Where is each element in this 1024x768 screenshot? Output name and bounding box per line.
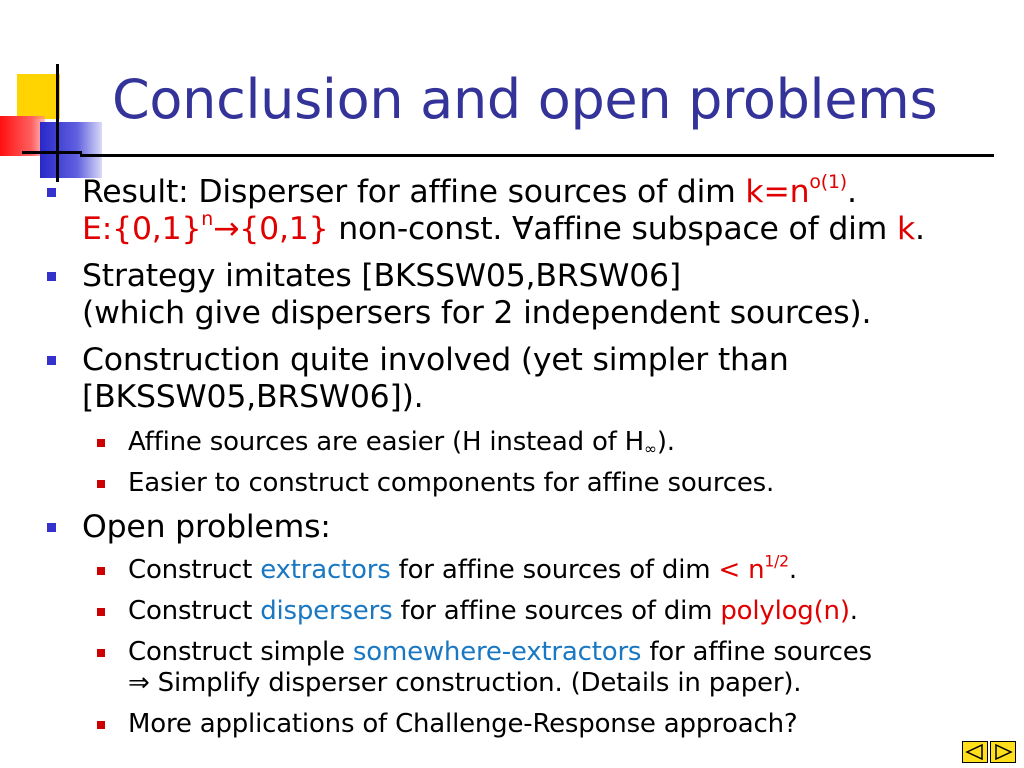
text-run: ). (656, 427, 675, 457)
sub-bullet-components (128, 468, 774, 499)
text-run: affine subspace of dim (533, 211, 897, 247)
slide-title: Conclusion and open problems (112, 68, 938, 131)
next-slide-button[interactable] (990, 741, 1016, 763)
bullet-construction-line2: [BKSSW05,BRSW06]). (82, 379, 424, 415)
yellow-square-decoration (17, 74, 60, 119)
bullet-square-icon (47, 188, 56, 197)
text-run-red: < n (718, 555, 765, 585)
title-divider (80, 154, 994, 157)
subscript: ∞ (644, 439, 657, 458)
triangle-left-icon (965, 744, 985, 760)
text-run: More applications of Challenge-Response approach? (128, 709, 798, 739)
sub-bullet-square-icon (97, 480, 105, 488)
logo-horizontal-line (22, 151, 82, 154)
text-run: Easier to construct components for affine sources. (128, 468, 775, 498)
text-run: . (846, 174, 857, 210)
superscript: n (201, 207, 214, 230)
bullet-result-line1 (82, 170, 925, 211)
bullet-construction-line1: Construction quite involved (yet simpler than (82, 342, 789, 378)
bullet-strategy (82, 258, 871, 332)
bullet-open-problems (82, 509, 331, 546)
bullet-open-problems-line1: Open problems: (82, 509, 331, 545)
sub-bullet-extractors (128, 552, 797, 586)
sub-bullet-somewhere-line2: ⇒ Simplify disperser construction. (Details in paper). (128, 668, 802, 698)
sub-bullet-square-icon (97, 567, 105, 575)
text-run: Construct (128, 555, 261, 585)
text-run-blue: extractors (260, 555, 391, 585)
sub-bullet-square-icon (97, 721, 105, 729)
red-square-decoration (0, 116, 45, 156)
blue-square-decoration (40, 122, 102, 178)
bullet-result (82, 170, 925, 248)
text-run-red: polylog(n) (720, 596, 850, 626)
arrow-symbol: → (213, 211, 240, 247)
forall-symbol: ∀ (512, 211, 534, 247)
slide-navigation (962, 741, 1018, 763)
text-run-red: k (896, 211, 916, 247)
slide-logo (0, 0, 110, 180)
text-run-red: E:{0,1} (82, 211, 202, 247)
bullet-construction (82, 342, 789, 416)
sub-bullet-somewhere-line1 (128, 637, 872, 668)
logo-vertical-line (56, 64, 59, 182)
bullet-square-icon (47, 523, 56, 532)
superscript: 1/2 (764, 552, 789, 571)
sub-bullet-square-icon (97, 439, 105, 447)
text-run: Affine sources are easier (H instead of H (128, 427, 645, 457)
sub-bullet-affine-easier (128, 427, 675, 458)
text-run: for affine sources of dim (390, 555, 719, 585)
bullet-square-icon (47, 272, 56, 281)
sub-bullet-square-icon (97, 608, 105, 616)
text-run-blue: somewhere-extractors (352, 637, 642, 667)
text-run-red: k=n (745, 174, 810, 210)
text-run-red: {0,1} (239, 211, 329, 247)
text-run: for affine sources (641, 637, 872, 667)
superscript: o(1) (809, 170, 847, 193)
prev-slide-button[interactable] (962, 741, 988, 763)
text-run: . (849, 596, 858, 626)
text-run: non-const. (328, 211, 512, 247)
sub-bullet-dispersers (128, 596, 858, 627)
text-run: Construct (128, 596, 261, 626)
text-run: . (788, 555, 797, 585)
text-run: for affine sources of dim (392, 596, 721, 626)
triangle-right-icon (993, 744, 1013, 760)
bullet-strategy-line1: Strategy imitates [BKSSW05,BRSW06] (82, 258, 681, 294)
sub-bullet-square-icon (97, 649, 105, 657)
text-run: Construct simple (128, 637, 353, 667)
bullet-result-line2 (82, 207, 925, 248)
text-run: Result: Disperser for affine sources of dim (82, 174, 746, 210)
bullet-square-icon (47, 356, 56, 365)
text-run: . (915, 211, 925, 247)
bullet-strategy-line2: (which give dispersers for 2 independent sources). (82, 295, 872, 331)
sub-bullet-challenge-response (128, 709, 797, 740)
text-run-blue: dispersers (260, 596, 393, 626)
sub-bullet-somewhere-extractors (128, 637, 872, 699)
